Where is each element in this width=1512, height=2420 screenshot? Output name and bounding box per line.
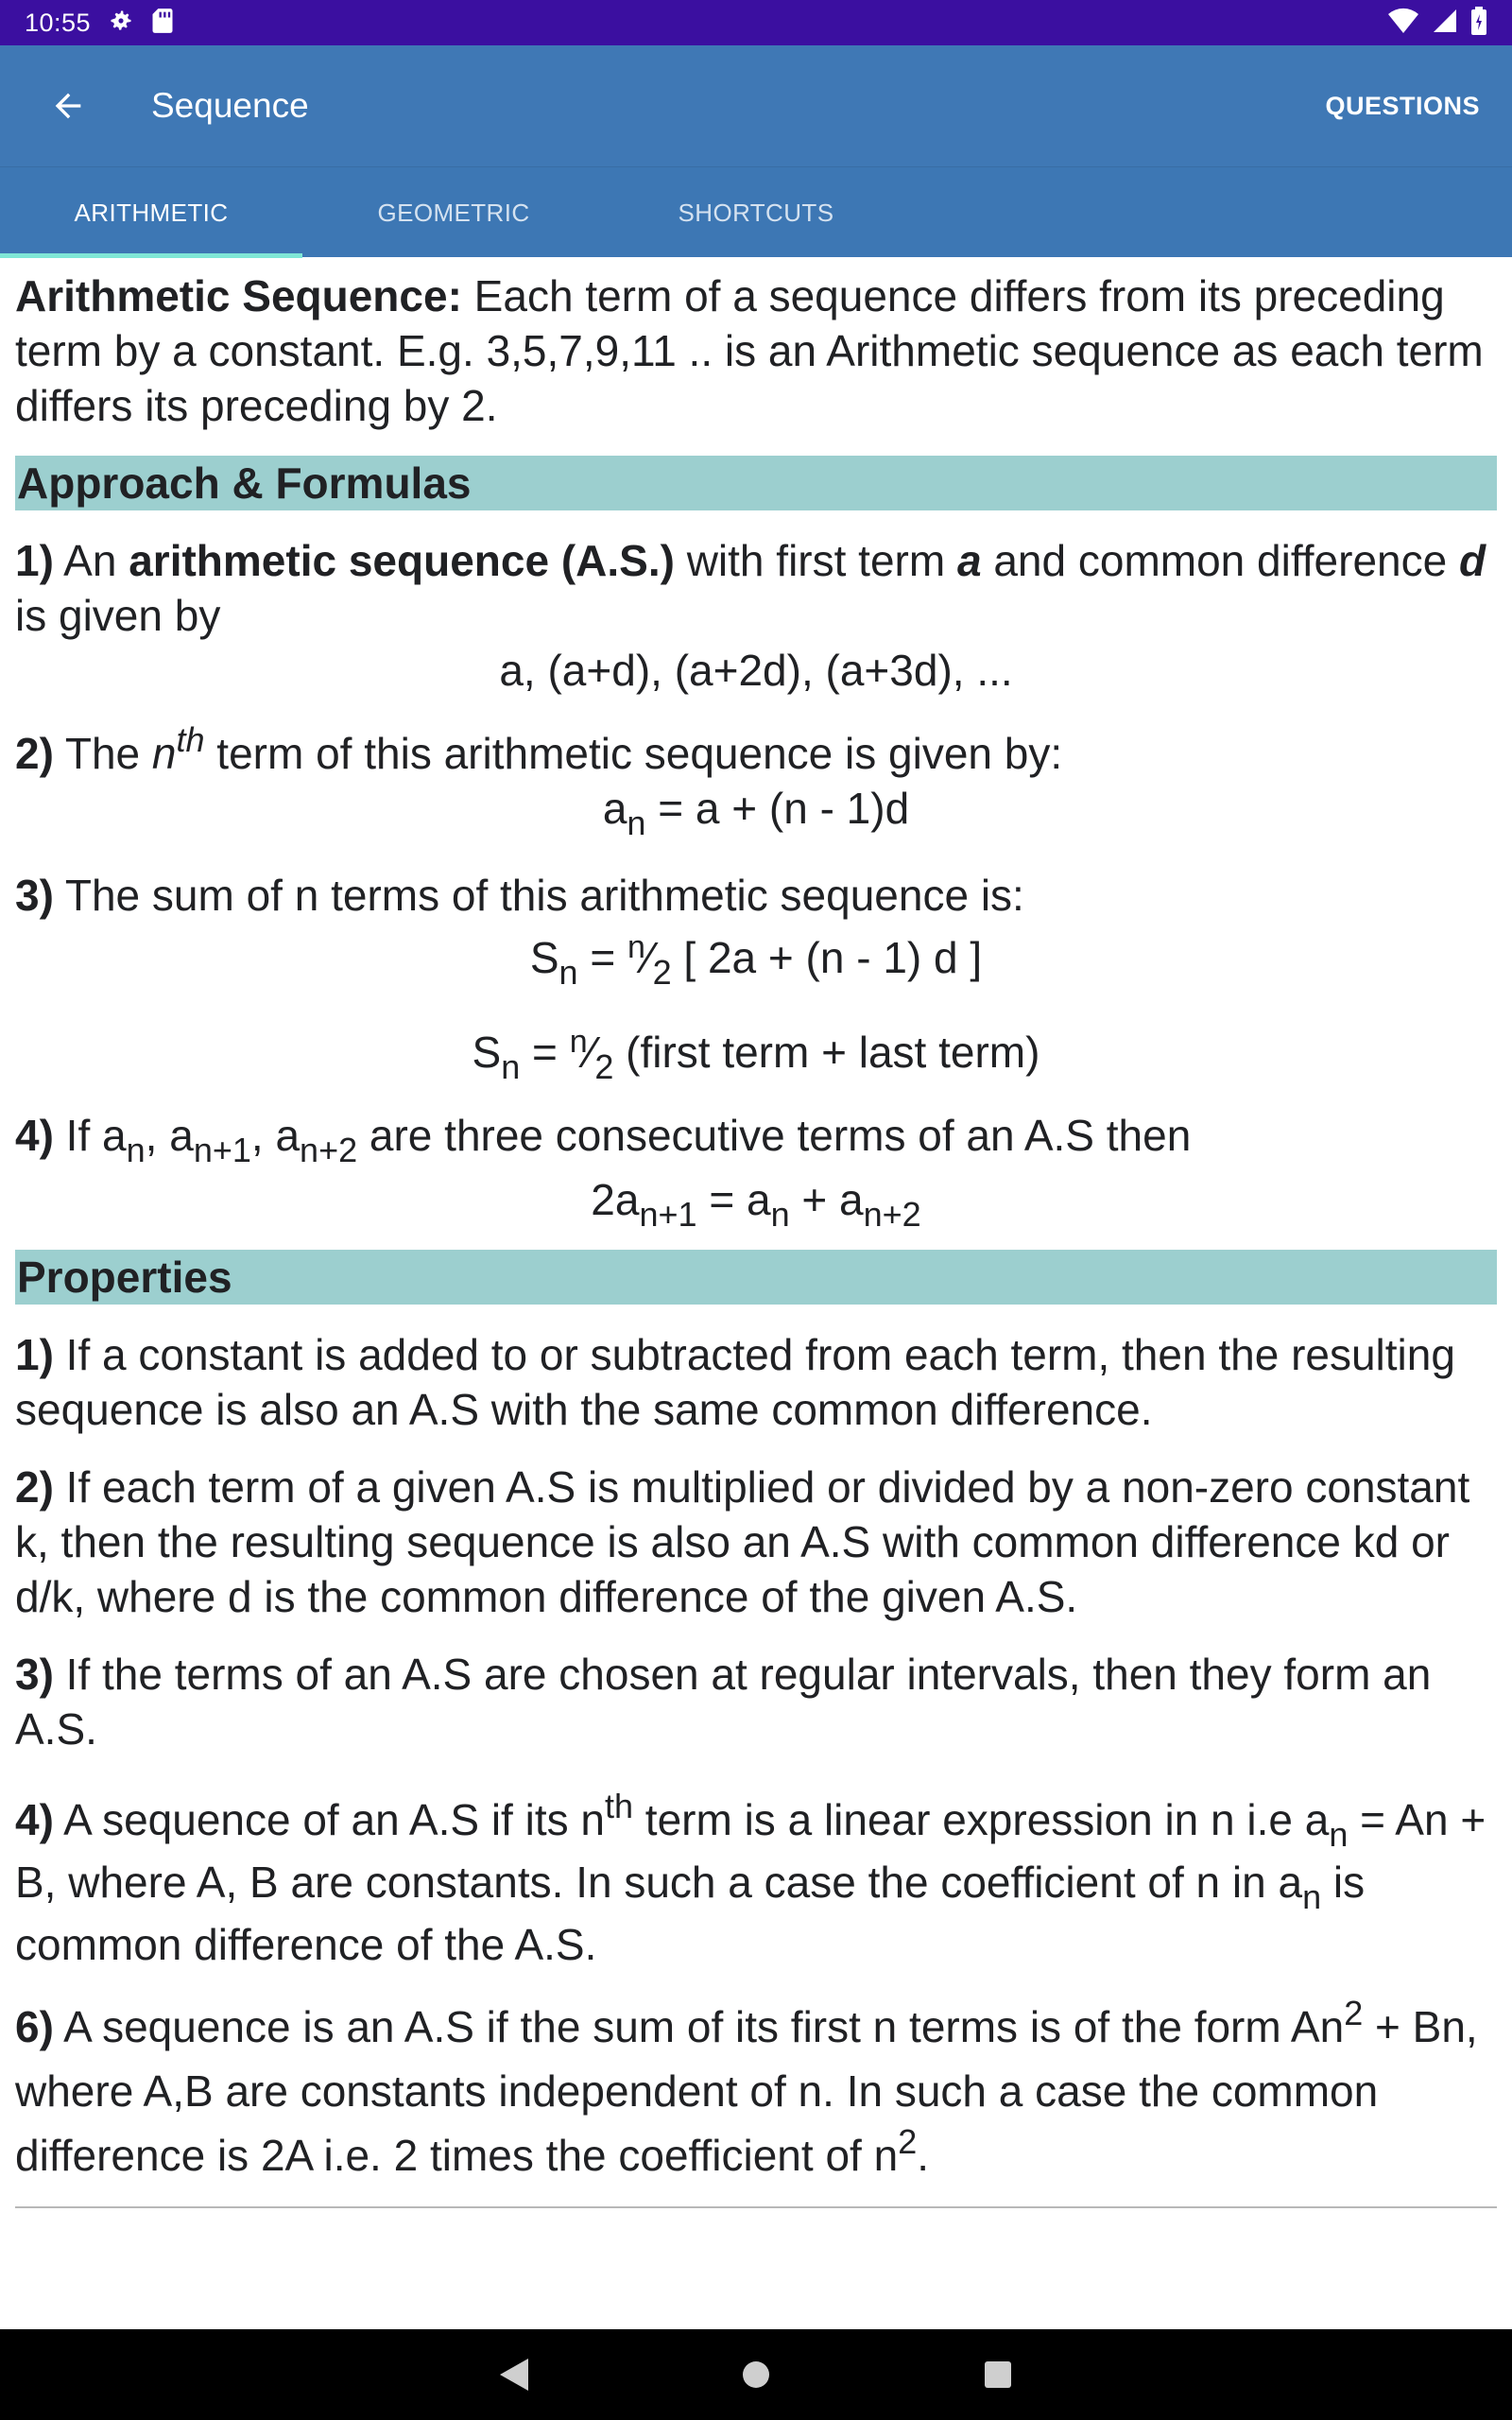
content-area[interactable] xyxy=(15,257,1497,2208)
battery-icon xyxy=(1470,7,1487,40)
formula-3-equation-1: $S_n$ = $^n⁄_2$ [ 2a + (n - 1) d ] xyxy=(529,929,983,992)
formula-1-equation: a, (a+d), (a+2d), (a+3d), ... xyxy=(499,646,1013,695)
system-nav-bar xyxy=(0,2329,1512,2420)
nav-home-button[interactable] xyxy=(718,2337,794,2412)
home-circle-icon xyxy=(741,2360,771,2390)
sd-card-icon xyxy=(151,8,174,39)
settings-icon xyxy=(108,8,134,39)
recents-square-icon xyxy=(984,2360,1012,2389)
section-header-formulas: Approach & Formulas xyxy=(15,456,1497,510)
tab-geometric[interactable]: GEOMETRIC xyxy=(377,198,530,227)
status-bar xyxy=(0,0,1512,45)
intro-paragraph: Arithmetic Sequence: Each term of a sequence differs from its preceding term by a constant. E.g. 3,5,7,9,11 .. is an Arithmetic sequence as each term differs its preceding by 2. xyxy=(15,271,1484,430)
app-bar xyxy=(0,45,1512,166)
formula-2: 2) The $n^{th}$ term of this arithmetic sequence is given by: $a_n = a + (n - 1)d$ xyxy=(15,726,1497,836)
back-triangle-icon xyxy=(498,2357,530,2393)
status-time: 10:55 xyxy=(25,8,92,37)
signal-icon xyxy=(1433,8,1457,39)
property-6: 6) A sequence is an A.S if the sum of its first n terms is of the form $An^2 + Bn$, where A,B are constants independent of n. In such a case the common difference is 2A i.e. 2 times the coefficient of $n^2$. xyxy=(15,1994,1478,2180)
formula-3-equation-2: $S_n$ = $^n⁄_2$ (first term + last term) xyxy=(472,1024,1040,1086)
section-header-properties: Properties xyxy=(15,1250,1497,1305)
property-1: 1) If a constant is added to or subtracted from each term, then the resulting sequence is also an A.S with the same common difference. xyxy=(15,1330,1455,1434)
property-4: 4) A sequence of an A.S if its $n^{th}$ term is a linear expression in n i.e $a_n = An + B$, where A, B are constants. In such a case the coefficient of n in $a_n$ is common difference of the A.S. xyxy=(15,1787,1486,1969)
wifi-icon xyxy=(1387,8,1419,39)
tab-shortcuts[interactable]: SHORTCUTS xyxy=(678,198,834,227)
formula-1: 1) An arithmetic sequence (A.S.) with first term a and common difference d is given by a, (a+d), (a+2d), (a+3d), ... xyxy=(15,533,1497,698)
content-divider xyxy=(15,2206,1497,2208)
tab-arithmetic[interactable]: ARITHMETIC xyxy=(0,167,302,258)
nav-back-button[interactable] xyxy=(476,2337,552,2412)
tab-bar xyxy=(0,166,1512,257)
formula-3: 3) The sum of n terms of this arithmetic sequence is: $S_n$ = $^n⁄_2$ [ 2a + (n - 1) d ] $S_n$ = $^n⁄_2$ (first term + last term) xyxy=(15,868,1497,1080)
formula-4-equation: $2a_{n+1} = a_n + a_{n+2}$ xyxy=(591,1175,921,1234)
page-title: Sequence xyxy=(151,86,309,125)
nav-recents-button[interactable] xyxy=(960,2337,1036,2412)
back-button[interactable] xyxy=(23,60,113,151)
property-3: 3) If the terms of an A.S are chosen at regular intervals, then they form an A.S. xyxy=(15,1650,1432,1754)
property-2: 2) If each term of a given A.S is multiplied or divided by a non-zero constant k, then the resulting sequence is also an A.S with common difference kd or d/k, where d is the common difference of the given A.S. xyxy=(15,1462,1470,1621)
formula-2-equation: $a_n = a + (n - 1)d$ xyxy=(602,784,910,842)
formula-4: 4) If $a_n$, $a_{n+1}$, $a_{n+2}$ are three consecutive terms of an A.S then $2a_{n+1} = a_n + a_{n+2}$ xyxy=(15,1108,1497,1227)
back-arrow-icon xyxy=(49,87,87,125)
questions-button[interactable]: QUESTIONS xyxy=(1325,91,1480,120)
